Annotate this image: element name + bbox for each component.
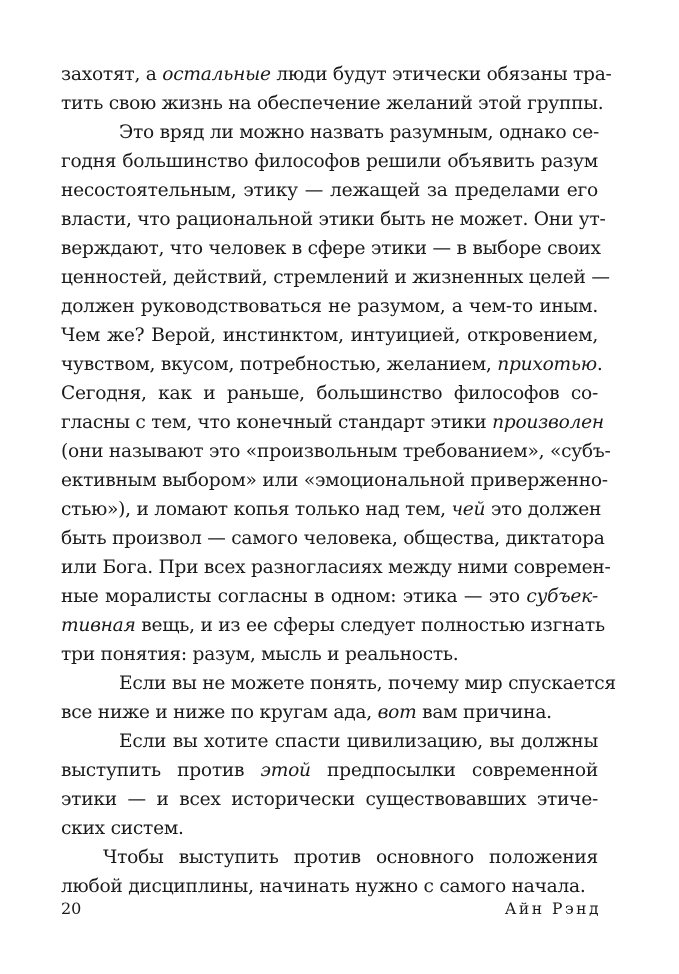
text-run: Сегодня, как и раньше, большинство философов со- [61,383,598,404]
text-line [61,147,598,176]
text-run: три понятия: разум, мысль и реальность. [61,644,459,665]
body-text [61,60,616,901]
text-run: . [596,354,603,375]
emphasis-text: субъек- [526,586,598,607]
text-line [61,727,598,756]
emphasis-text: произволен [492,412,604,433]
text-run: выступить против [61,760,261,781]
text-run: Это вряд ли можно назвать разумным, однако се- [119,122,599,143]
text-run: быть произвол — самого человека, общества, диктатора [61,528,605,549]
text-run: стью»), и ломают копья только над тем, [61,499,452,520]
text-run: тить свою жизнь на обеспечение желаний этой группы. [61,93,604,114]
text-run: гласны с тем, что конечный стандарт этики [61,412,493,433]
text-line [61,756,598,785]
text-run: Если вы не можете понять, почему мир спускается [119,673,616,694]
text-run: предпосылки современной [310,760,599,781]
text-run: этики — и всех исторически существовавших этиче- [61,789,598,810]
running-footer-author: Айн Рэнд [504,900,601,918]
text-run: любой дисциплины, начинать нужно с самого начала. [61,876,586,897]
text-run: Чем же? Верой, инстинктом, интуицией, откровением, [61,325,598,346]
text-run: вещь, и из ее сферы следует полностью изгнать [135,615,605,636]
text-line [61,292,598,321]
text-run: Чтобы выступить против основного положения [103,847,598,868]
emphasis-text: остальные [162,64,271,85]
text-line [61,553,611,582]
text-run: ских систем. [61,818,184,839]
page-number: 20 [61,899,82,918]
text-line [61,669,616,698]
text-line [61,814,598,843]
text-run: чувством, вкусом, потребностью, желанием, [61,354,498,375]
text-line [61,466,608,495]
text-line [61,60,612,89]
text-run: ективным выбором» или «эмоциональной приверженно- [61,470,608,491]
text-run: годня большинство философов решили объявить разум [61,151,598,172]
text-line [61,118,598,147]
text-line [61,698,598,727]
text-line [61,785,598,814]
text-line [61,350,603,379]
text-run: вам причина. [416,702,552,723]
text-run: (они называют это «произвольным требованием», «субъ- [61,441,611,462]
text-line [61,234,601,263]
text-line [61,379,598,408]
text-run: должен руководствоваться не разумом, а чем-то иным. [61,296,598,317]
emphasis-text: чей [451,499,486,520]
text-run: власти, что рациональной этики быть не может. Они ут- [61,209,606,230]
text-run: ные моралисты согласны в одном: этика — это [61,586,527,607]
emphasis-text: тивная [61,615,136,636]
text-run: все ниже и ниже по кругам ада, [61,702,378,723]
text-run: Если вы хотите спасти цивилизацию, вы должны [119,731,598,752]
text-line [61,611,605,640]
text-line [61,408,604,437]
text-line [61,263,610,292]
text-line [61,437,611,466]
text-line [61,640,598,669]
text-line [61,495,602,524]
text-run: или Бога. При всех разногласиях между ними современ- [61,557,611,578]
text-line [61,89,604,118]
emphasis-text: прихотью [497,354,597,375]
text-line [61,843,598,872]
text-run: ценностей, действий, стремлений и жизненных целей — [61,267,610,288]
text-line [61,176,598,205]
text-line [61,321,598,350]
text-run: верждают, что человек в сфере этики — в выборе своих [61,238,601,259]
text-run: это должен [485,499,602,520]
text-line [61,524,605,553]
text-run: захотят, а [61,64,163,85]
emphasis-text: вот [377,702,417,723]
text-run: несостоятельным, этику — лежащей за пределами его [61,180,598,201]
text-run: люди будут этически обязаны тра- [270,64,612,85]
text-line [61,582,598,611]
emphasis-text: этой [260,760,311,781]
text-line [61,205,606,234]
